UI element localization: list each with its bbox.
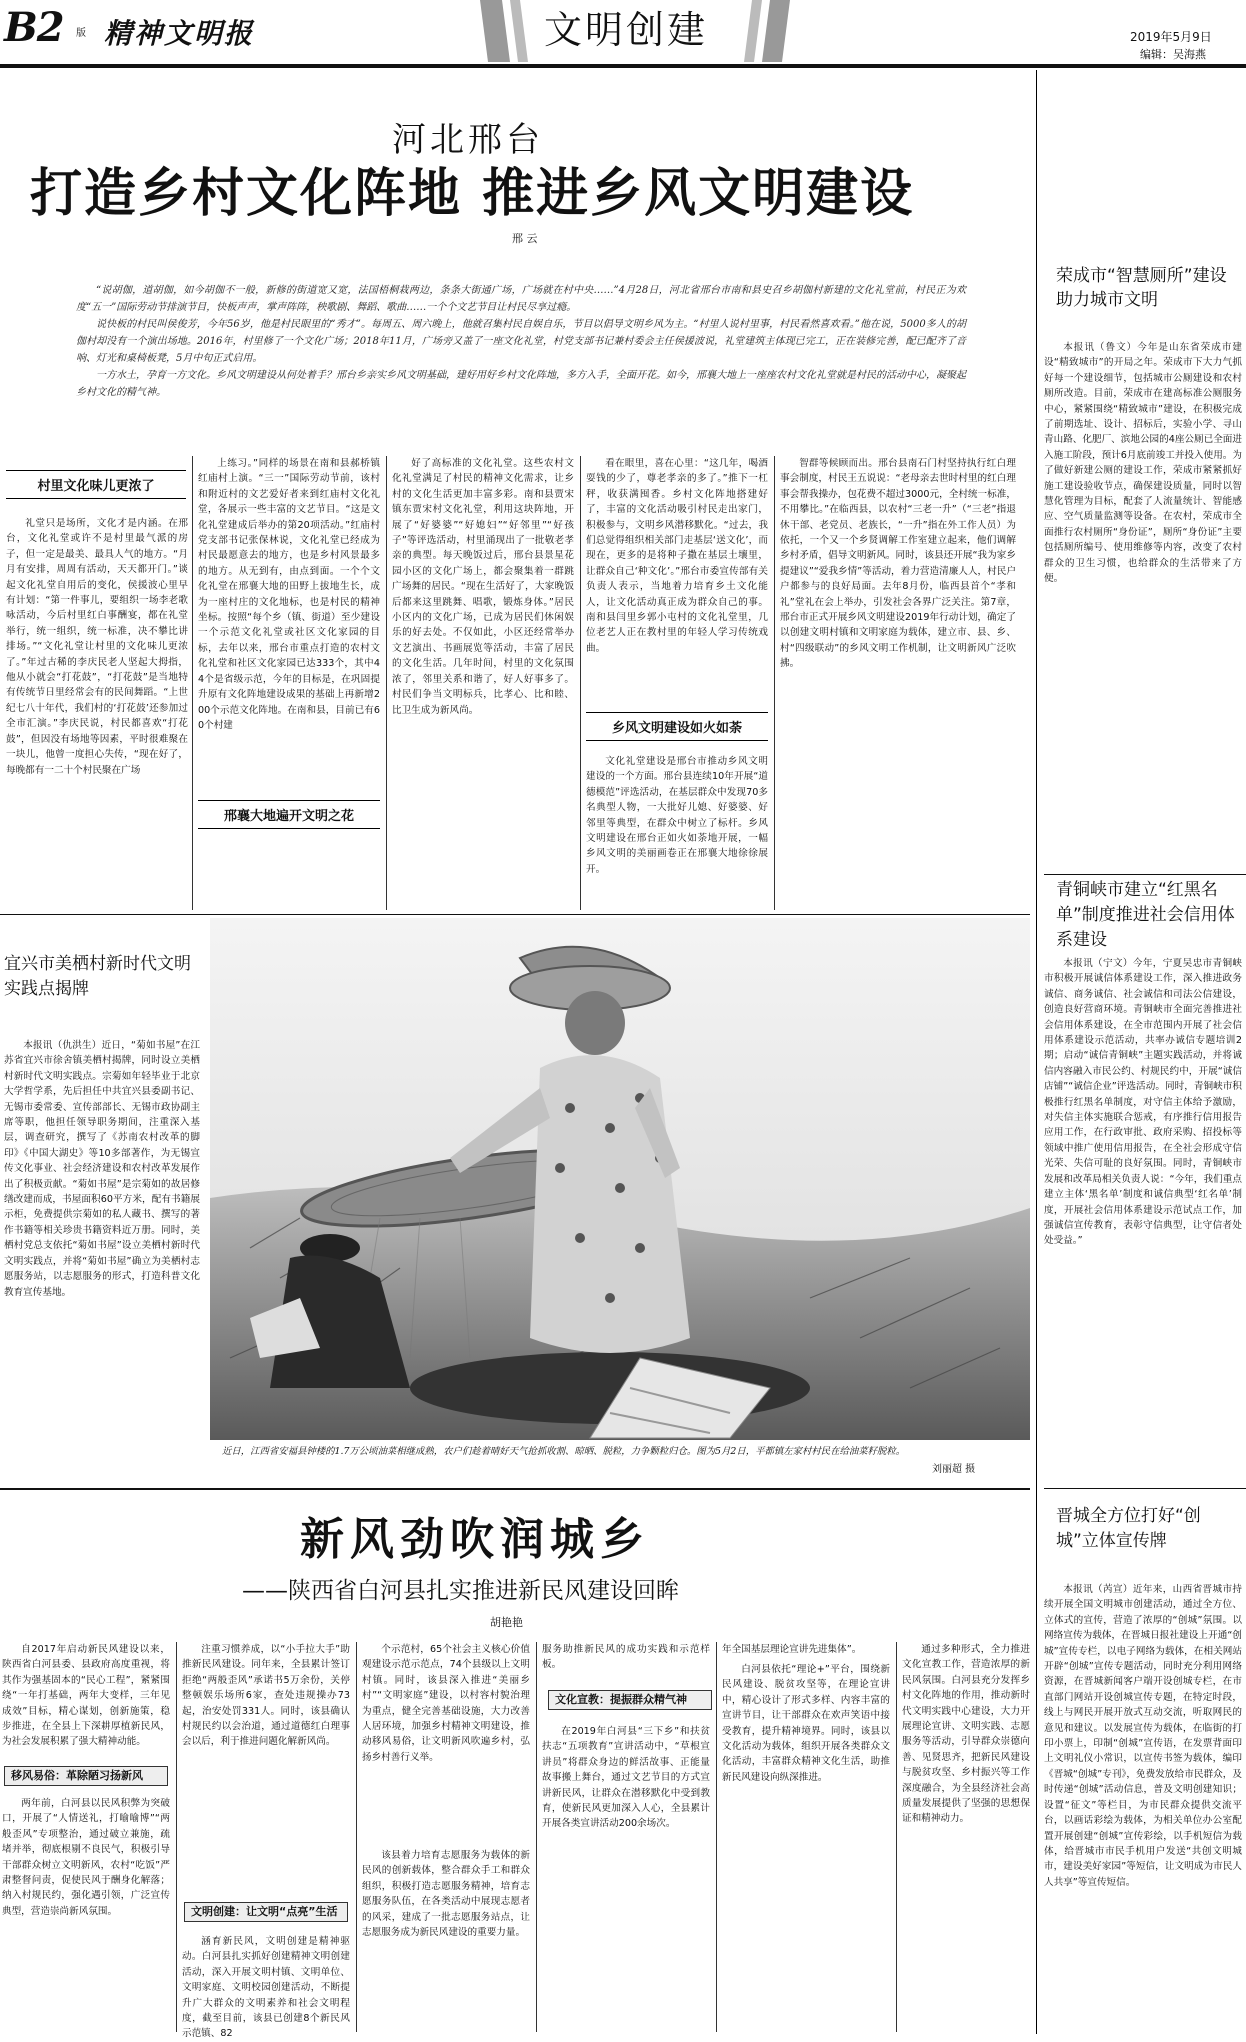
section-title: 文明创建: [543, 8, 708, 52]
subhead-rural-civilization: 乡风文明建设如火如荼: [586, 712, 768, 741]
bottom-title: 新风劲吹润城乡: [300, 1514, 650, 1565]
header-rule: [0, 64, 1246, 68]
side-article-d-title: 晋城全方位打好“创城”立体宣传牌: [1056, 1506, 1201, 1551]
intro-paragraph-1: “说胡伽，道胡伽，如今胡伽不一般，新修的街道宽又宽，法国梧桐栽两边，条条大街通广场，广场就在村中央……”4月28日，河北省邢台市南和县史召乡胡伽村新建的文化礼堂前，村民正为欢度“五一”国际劳动节排演节目，快板声声，掌声阵阵，秧歌剧、舞蹈、歌曲……一个个文艺节目让村民尽享过瘾。: [76, 285, 966, 313]
bottom-column-4b: 在2019年白河县“三下乡”和扶贫扶志“五项教育”宣讲活动中，“草根宣讲员”将群众身边的鲜活故事、正能量故事搬上舞台，通过文艺节目的方式宣讲新民风，让群众在潜移默化中受到教育，使新民风更加深入人心，全县累计开展各类宣讲活动200余场次。: [542, 1726, 710, 1830]
lead-column-5: 智群等候顾而出。邢台县南石门村坚持执行红白理事会制度，村民王五说说：“老母亲去世时村里的红白理事会帮我操办，包花费不超过3000元，全村统一标准，不用攀比。”在临西县，以农村“三老一升”（“三老”指退休干部、老党员、老族长，“一升”指在外工作人员）为依托，一个又一个乡贤调解工作室建立起来，他们调解乡村矛盾，倡导文明新风。同时，该县还开展“我为家乡提建议”“爱我乡情”等活动，着力营造清廉人人，村民户户都参与的良好局面。去年8月份，临西县首个“孝和礼”堂礼在会上举办，引发社会各界广泛关注。第7章，邢台市正式开展乡风文明建设2019年行动计划，确定了以创建文明村镇和文明家庭为载体，建立市、县、乡、村“四级联动”的乡风文明工作机制，让文明新风广泛吹拂。: [780, 458, 1016, 670]
lead-byline: 邢 云: [512, 232, 538, 245]
intro-paragraph-2: 说快板的村民叫侯俊芳，今年56岁，他是村民眼里的“秀才”。每周五、周六晚上，他就召集村民自娱自乐，节目以倡导文明乡风为主。“村里人说村里事，村民看然喜欢看。”他在说，5000多人的胡伽村却没有一个演出场地。2016年，村里修了一个文化广场；2018年11月，广场旁又盖了一座文化礼堂，村党支部书记兼村委会主任侯援波说，礼堂建筑主体现已完工，正在装修完善，配已配齐了音响、灯光和桌椅板凳，5月中旬正式启用。: [76, 319, 966, 364]
subhead-civilization-flowers: 邢襄大地遍开文明之花: [198, 800, 380, 829]
photo-credit: 刘丽超 摄: [932, 1464, 976, 1475]
mid-rule: [0, 1488, 1030, 1490]
side-article-b-body: 本报讯（宁文）今年，宁夏吴忠市青铜峡市积极开展诚信体系建设工作，深入推进政务诚信、商务诚信、社会诚信和司法公信建设，创造良好营商环境。青铜峡市全面完善推进社会信用体系建设，在全市范围内开展了社会信用体系建设示范活动，共率办诚信专题培训2期；启动“诚信青铜峡”主题实践活动，并将诚信内容融入市民公约、村规民约中，开展“诚信店铺”“诚信企业”评选活动。同时，青铜峡市积极推行红黑名单制度，对守信主体给予激励，对失信主体实施联合惩戒，有序推行信用报告应用工作，在行政审批、政府采购、招投标等领域中推广使用信用报告，在全社会形成守信光荣、失信可耻的良好氛围。同时，青铜峡市发展和改革局相关负责人说：“今年，我们重点建立主体‘黑名单’制度和诚信典型‘红名单’制度，开展社会信用体系建设示范试点工作，加强诚信宣传教育，表彰守信典型，让守信者处处受益。”: [1044, 958, 1242, 1247]
page-label: [4, 2, 64, 54]
bottom-column-4: 服务助推新民风的成功实践和示范样板。: [542, 1644, 710, 1671]
bottom-column-2b: 涵育新民风，文明创建是精神驱动。白河县扎实抓好创建精神文明创建活动，深入开展文明村镇、文明单位、文明家庭、文明校园创建活动，不断提升广大群众的文明素养和社会文明程度，截至目前，该县已创建8个新民风示范镇、82: [182, 1936, 350, 2040]
bottom-column-2: 注重习惯养成，以“小手拉大手”助推新民风建设。同年来，全县累计签订拒绝“两般歪风”承诺书5万余份，关停整顿娱乐场所6家，查处违规操办73起，治安处罚331人。同时，该县确认村规民约以会治道，通过道德红白理事会以后，利于推进问题化解新风尚。: [182, 1644, 350, 1748]
editor-credit: 编辑：吴海燕: [1140, 48, 1206, 61]
bottom-column-5: 年全国基层理论宣讲先进集体”。: [722, 1644, 862, 1655]
page-suffix: 版: [76, 28, 86, 39]
side-article-d-body: 本报讯（芮宣）近年来，山西省晋城市持续开展全国文明城市创建活动，通过全方位、立体式的宣传，营造了浓厚的“创城”氛围。以网络宣传为载体，在晋城日报社建设上开通“创城”宣传专栏，以电子网络为载体，在相关网站开辟“创城”宣传专题活动，同时充分利用网络资源，在晋城新闻客户端开设创城专栏，在市直部门网站开设创城宣传专题，在特定时段，线上与网民开展开放式互动交流，听取网民的意见和建议。以发展宣传为载体，在临街的打印小票上，印制“创城”宣传语，在发票背面印上文明礼仪小常识，以宣传书签为载体，编印《晋城“创城”专刊》，免费发放给市民群众，及时传递“创城”活动信息，普及文明创建知识；设置“征文”等栏目，为市民群众提供交流平台，以画话彩绘为载体，为相关单位办公室配置开展创建“创城”宣传彩绘，以手机短信为载体，给晋城市市民手机用户发送“共创文明城市，建设美好家园”等短信，让文明成为市民人人共享”等宣传短信。: [1044, 1584, 1242, 1888]
page-number: B2: [4, 4, 64, 51]
bottom-column-1b: 两年前，白河县以民风积弊为突破口，开展了“人情送礼，打喻喻博”“两般歪风”专项整治，通过破立兼施，疏堵并举，彻底根剔不良民气，积极引导干部群众树立文明新风，农村“吃饭”严肃整督问责，促使民风于酬身化解落；纳入村规民约，强化遇引领，广泛宣传典型，营造崇尚新风氛围。: [2, 1798, 170, 1917]
bottom-column-3: 个示范村，65个社会主义核心价值观建设示范示范点，74个县级以上文明村镇。同时，该县深入推进“美丽乡村”“文明家庭”建设，以村容村貌治理为重点，健全完善基础设施，大力改善人居环境，加强乡村精神文明建设，推动移风易俗，让文明新风吹遍乡村，弘扬乡村善行义举。: [362, 1644, 530, 1763]
photo-caption: 近日，江西省安福县钟楼的1.7万公顷油菜相继成熟，农户们趁着晴好天气抢抓收割、晾晒、脱粒，力争颗粒归仓。图为5月2日，平都镇左家村村民在给油菜籽脱粒。: [222, 1446, 906, 1457]
subhead-village-culture: 村里文化味儿更浓了: [6, 470, 186, 499]
side-article-a-title: 荣成市“智慧厕所”建设助力城市文明: [1056, 266, 1227, 310]
side-article-c-title: 宜兴市美栖村新时代文明实践点揭牌: [4, 954, 191, 999]
lead-bottom-rule: [0, 914, 1030, 915]
lead-column-3: 好了高标准的文化礼堂。这些农村文化礼堂满足了村民的精神文化需求，让乡村的文化生活更加丰富多彩。南和县贾宋镇东贾宋村文化礼堂，利用这块阵地，开展了“好婆婆”“好媳妇”“好邻里”“好孩子”等评选活动，村里涌现出了一批敬老孝亲的典型。每天晚饭过后，邢台县景星花园小区的文化广场上，都会聚集着一群跳广场舞的居民。“现在生活好了，大家晚饭后都来这里跳舞、唱歌，锻炼身体。”居民小区内的文化广场，已成为居民们休闲娱乐的好去处。不仅如此，小区还经常举办文艺演出、书画展览等活动，丰富了居民的文化生活。几年时间，村里的文化氛围浓了，邻里关系和谐了，好人好事多了。村民们争当文明标兵，比孝心、比和睦、比卫生成为新风尚。: [392, 458, 574, 716]
masthead: 精神文明报: [104, 17, 255, 50]
side-article-a-body: 本报讯（鲁文）今年是山东省荣成市建设“精致城市”的开局之年。荣成市下大力气抓好每一个建设细节，包括城市公厕建设和农村厕所改造。目前，荣成市在建高标准公厕服务中心，紧紧围绕“精致城市”建设，在积极完成了前期选址、设计、招标后，实验小学、寻山青山路、化肥厂、滨地公园的4座公厕已全面进入施工阶段，预计6月底前竣工并投入使用。为了做好新建公厕的建设工作，荣成市紧紧抓好施工建设验收节点，确保建设质量，同时以智慧化管理为目标，配套了人流量统计、智能感应、空气质量监测等设备。在农村，荣成市全面推行农村厕所“身份证”，厕所“身份证”主要包括厕所编号、使用维修等内容，改变了农村群众的卫生习惯，也给群众的生活带来了方便。: [1044, 342, 1242, 585]
harvest-photo: [210, 918, 1030, 1440]
bottom-byline: 胡艳艳: [490, 1616, 523, 1629]
lead-intro: [76, 282, 966, 412]
lead-column-4b: 文化礼堂建设是邢台市推动乡风文明建设的一个方面。邢台县连续10年开展“道德模范”评选活动，在基层群众中发现70多名典型人物，一大批好儿媳、好婆婆、好邻里等典型，在群众中树立了标杆。乡风文明建设在邢台正如火如荼地开展，一幅乡风文明的美丽画卷正在邢襄大地徐徐展开。: [586, 756, 768, 875]
bottom-column-3b: 该县着力培育志愿服务为载体的新民风的创新载体，整合群众手工和群众组织，积极打造志愿服务精神，培育志愿服务队伍，在各类活动中展现志愿者的风采，建成了一批志愿服务站点，让志愿服务成为新民风建设的重要力量。: [362, 1850, 530, 1939]
box-civilization: 文明创建：让文明“点亮”生活: [184, 1902, 348, 1922]
lead-column-1: 礼堂只是场所，文化才是内涵。在邢台，文化礼堂或许不是村里最气派的房子，但一定是最美、最具人气的地方。“月月有安排，周周有活动，天天都开门。”谈起文化礼堂自用后的变化，侯援波心里早有计划：“第一件事儿，要组织一场李老歌咏活动，今后村里红白事酬宴，都在礼堂举行，统一组织，统一标准，决不攀比讲排场。”“文化礼堂让村里的文化味儿更浓了。”年过古稀的李庆民老人坚起大拇指，他从小就会“打花鼓”，“打花鼓”是当地特有传统节日里经常会有的民间舞蹈。“上世纪七八十年代，我们村的‘打花鼓’还参加过全市汇演。”李庆民说，村民都喜欢“打花鼓”，但因没有场地等因素，平时很难聚在一块儿，他曾一度担心失传，“现在好了，每晚都有一二十个村民聚在广场: [6, 518, 188, 776]
bottom-column-1: 自2017年启动新民风建设以来，陕西省白河县委、县政府高度重视，将其作为强基固本的“民心工程”，紧紧围绕“一年打基础，两年大变样，三年见成效”目标，精心谋划，创新施策，稳步推进，在全县上下深耕厚植新民风，为社会发展积累了强大精神动能。: [2, 1644, 170, 1748]
intro-paragraph-3: 一方水土，孕育一方文化。乡风文明建设从何处着手？邢台乡亲实乡风文明基础，建好用好乡村文化阵地，多方入手，全面开花。如今，邢襄大地上一座座农村文化礼堂就是村民的活动中心，凝聚起乡村文化的精气神。: [76, 370, 966, 398]
box-customs: 移风易俗：革除陋习扬新风: [4, 1766, 168, 1786]
page-header: [0, 0, 1246, 62]
lead-column-2: 上练习。”同样的场景在南和县郝桥镇红庙村上演。“三一”国际劳动节前，该村和附近村的文艺爱好者来到红庙村文化礼堂，各展示一些丰富的文艺节目。“这是文化礼堂建成后举办的第20项活动。”红庙村党支部书记张保林说，文化礼堂已经成为村民最愿意去的地方，也是乡村风景最多的地方。从无到有，由点到面。一个个文化礼堂在邢襄大地的田野上拔地生长，成为一座村庄的文化地标，也是村民的精神坐标。按照“每个乡（镇、街道）至少建设一个示范文化礼堂或社区文化家园的目标，去年以来，邢台市重点打造的农村文化礼堂和社区文化家园已达333个，其中44个是省级示范，今年的目标是，在巩固提升原有文化阵地建设成果的基础上再新增200个示范文化阵地。在南和县，目前已有60个村建: [198, 458, 380, 731]
bottom-column-6: 通过多种形式，全力推进文化宣教工作，营造浓厚的新民风氛围。白河县充分发挥乡村文化阵地的作用，推动新时代文明实践中心建设，大力开展理论宣讲、文明实践、志愿服务等活动，引导群众崇德向善、见贤思齐，把新民风建设与脱贫攻坚、乡村振兴等工作深度融合，为全县经济社会高质量发展提供了坚强的思想保证和精神动力。: [902, 1644, 1030, 1825]
lead-column-2-tail: [198, 846, 380, 908]
side-article-c-body: 本报讯（仇洪生）近日，“菊如书屋”在江苏省宜兴市徐舍镇美栖村揭牌，同时设立美栖村新时代文明实践点。宗菊如年轻毕业于北京大学哲学系，先后担任中共宜兴县委副书记、无锡市委常委、宣传部部长、无锡市政协副主席等职，他担任领导职务期间，注重深入基层，调查研究，撰写了《苏南农村改革的脚印》《中国大湖史》等10多部著作，为无锡宣传文化事业、社会经济建设和农村改革发展作出了积极贡献。“菊如书屋”是宗菊如的故居修缮改建而成，书屋面积60平方米，配有书籍展示柜，免费提供宗菊如的私人藏书、撰写的著作书籍等相关珍贵书籍资料近万册。同时，美栖村党总支依托“菊如书屋”设立美栖村新时代文明实践点，并将“菊如书屋”确立为美栖村志愿服务站，以志愿服务的形式，打造科普文化教育宣传基地。: [4, 1040, 200, 1298]
bottom-subtitle: ——陕西省白河县扎实推进新民风建设回眸: [242, 1578, 679, 1604]
side-article-b-title: 青铜峡市建立“红黑名单”制度推进社会信用体系建设: [1056, 880, 1235, 950]
lead-kicker: 河北邢台: [392, 120, 544, 160]
bottom-column-5b: 白河县依托“理论+”平台，围绕新民风建设、脱贫攻坚等，在理论宣讲中，精心设计了形式多样、内容丰富的宣讲节目，让干部群众在欢声笑语中接受教育，提升精神境界。同时，该县以文化活动为载体，组织开展各类群众文化活动，丰富群众精神文化生活，助推新民风建设向纵深推进。: [722, 1664, 890, 1783]
box-culture: 文化宣教：提振群众精气神: [548, 1690, 712, 1710]
issue-date: 2019年5月9日: [1130, 30, 1212, 44]
lead-title: 打造乡村文化阵地 推进乡风文明建设: [30, 164, 915, 224]
lead-column-4: 看在眼里，喜在心里：“这几年，喝酒耍钱的少了，尊老孝亲的多了。”推下一杠秤，收获满囤香。乡村文化阵地搭建好了，丰富的文化活动吸引村民走出家门，积极参与，文明乡风潜移默化。“过去，我们总觉得组织相关部门走基层‘送文化’，而现在，更多的是将种子撒在基层土壤里，让群众自己‘种文化’。”邢台市委宣传部有关负责人表示，当地着力培育乡土文化能人，让文化活动真正成为群众自己的事。南和县闫里乡郭小屯村的文化礼堂里，几位老艺人正在教村里的年轻人学习传统戏曲。: [586, 458, 768, 654]
